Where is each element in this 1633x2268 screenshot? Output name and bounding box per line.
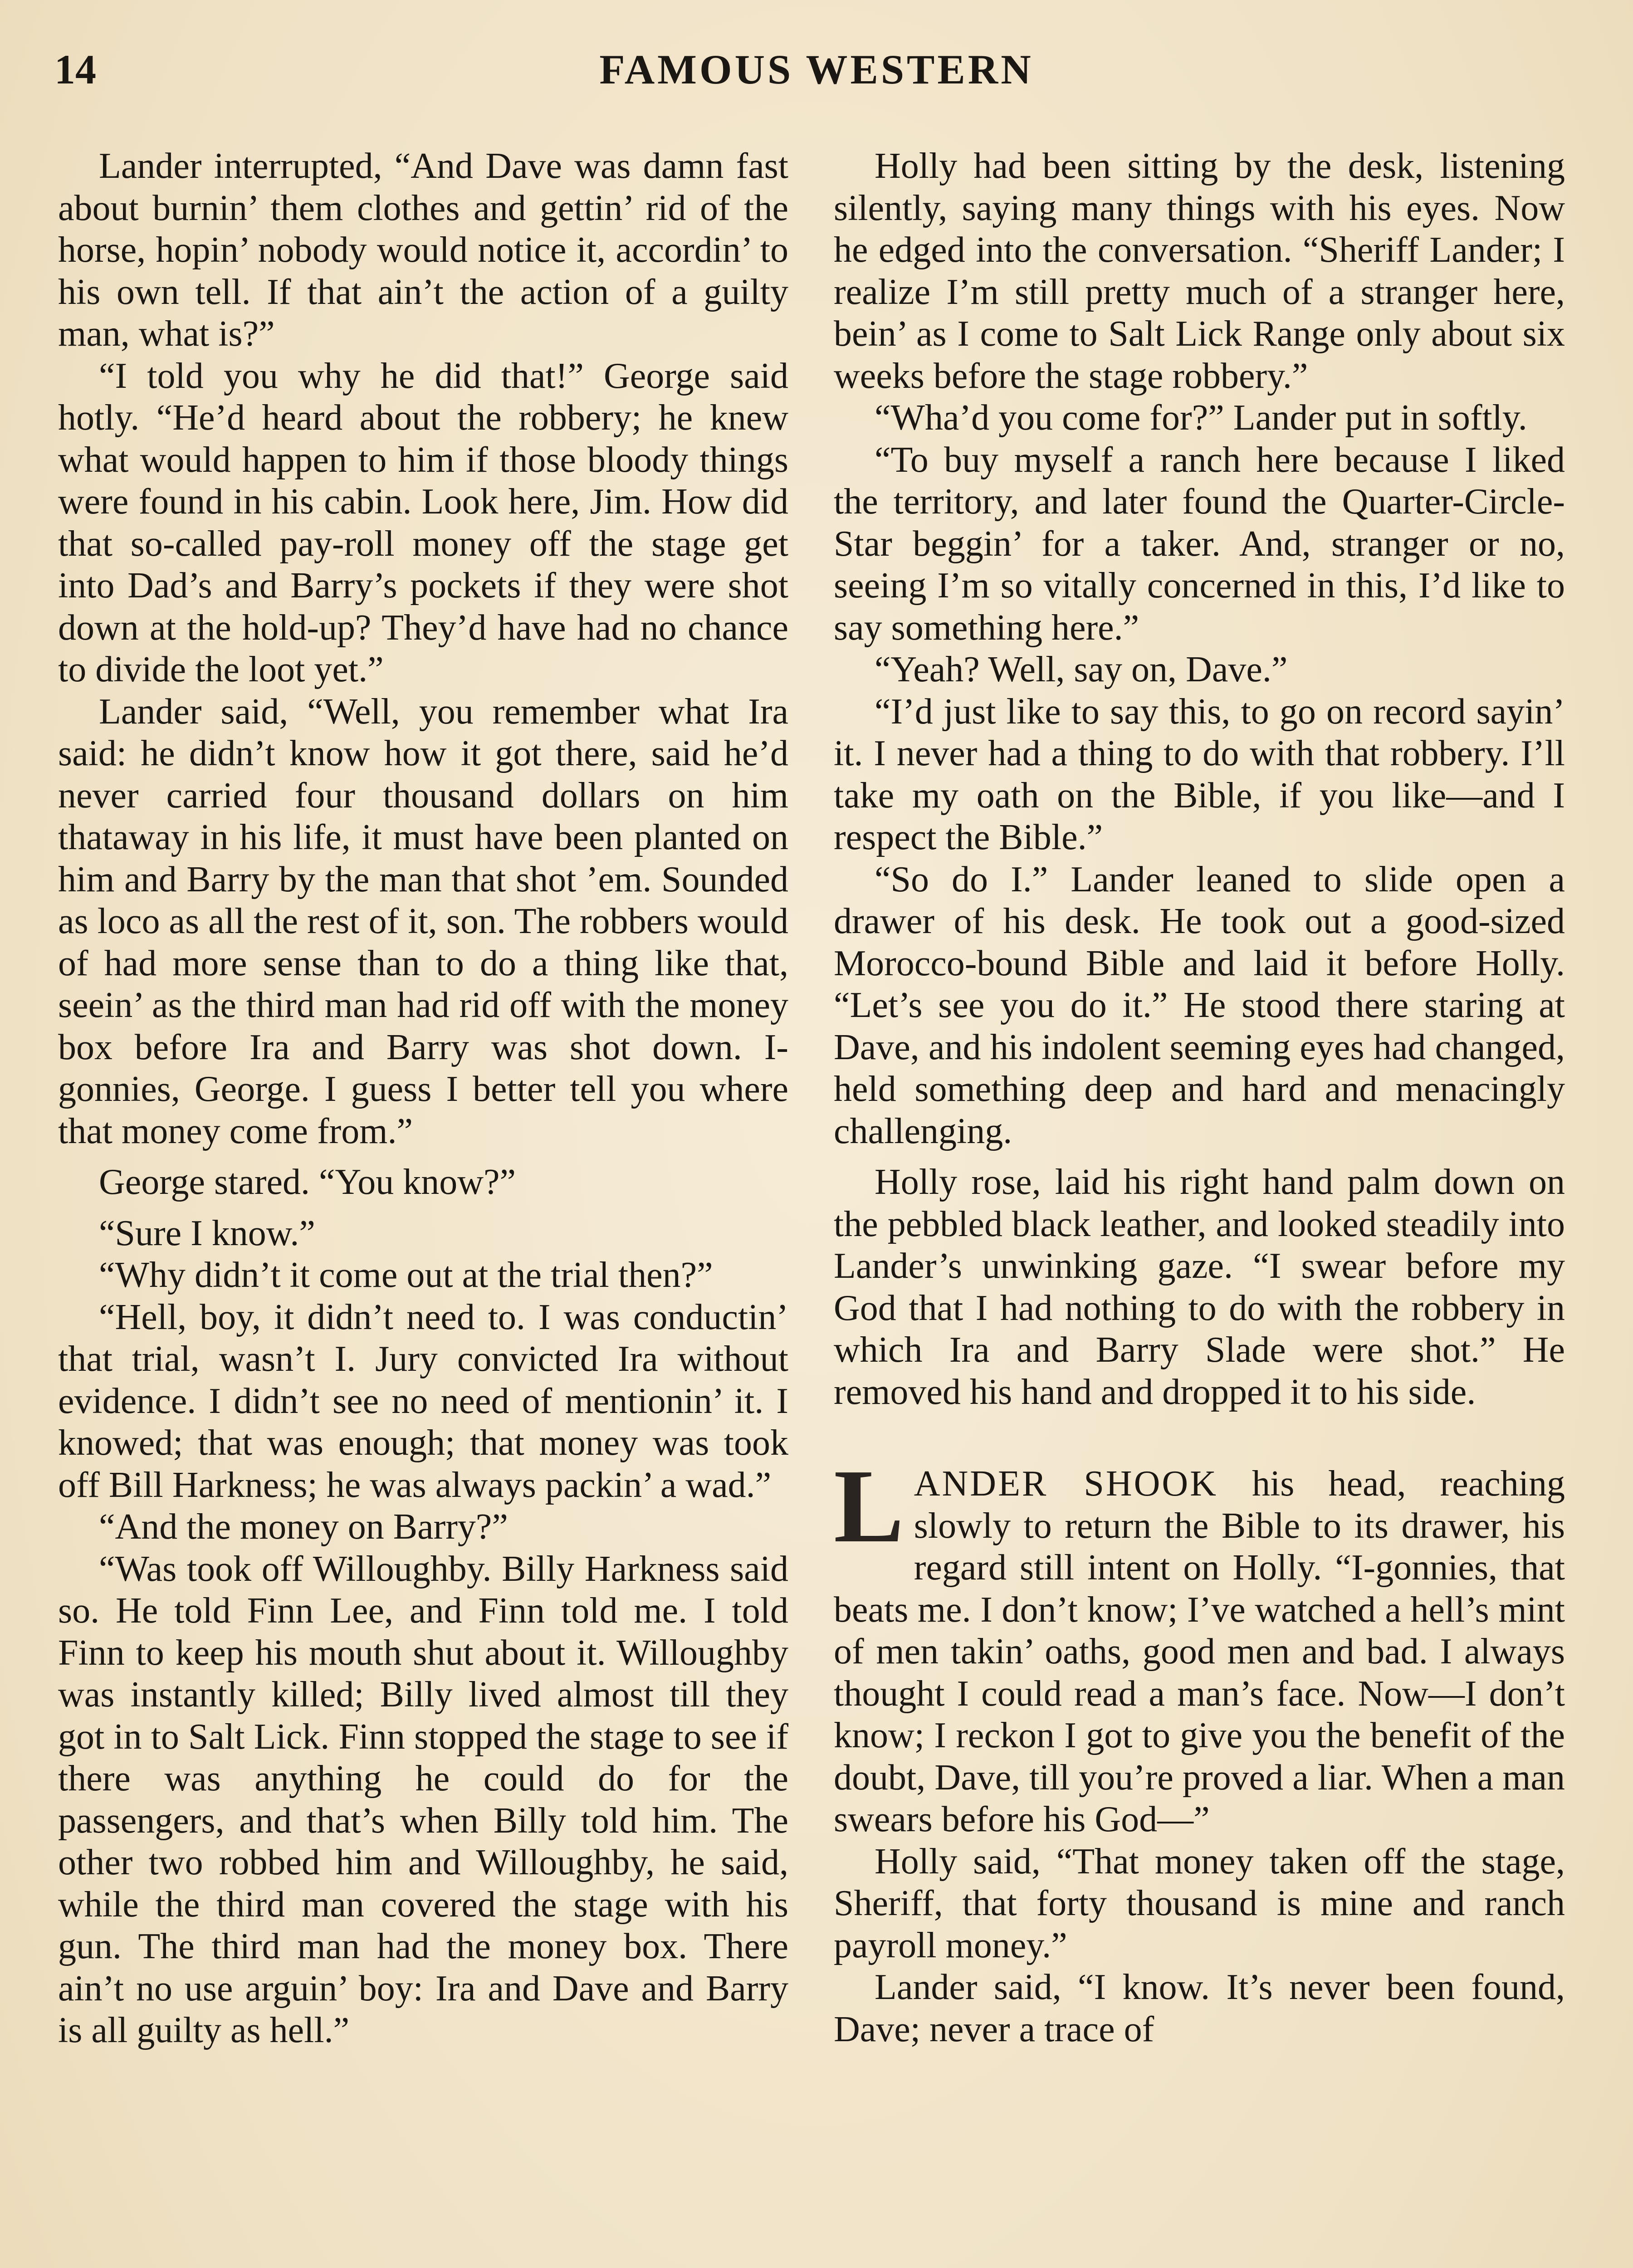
right-column [834,145,1565,2050]
paragraph: Lander interrupted, “And Dave was damn fast about burnin’ them clothes and gettin’ rid of the horse, hopin’ nobody would notice it, accordin’ to his own tell. If that ain’t the action of a guilty man, what is?” [58,146,788,354]
paragraph: “To buy myself a ranch here because I liked the territory, and later found the Quarter-Circle-Star beggin’ for a taker. And, stranger or no, seeing I’m so vitally concerned in this, I’d like to say something here.” [834,440,1565,648]
paragraph: Holly rose, laid his right hand palm down on the pebbled black leather, and looked steadily into Lander’s unwinking gaze. “I swear before my God that I had nothing to do with the robbery in which Ira and Barry Slade were shot.” He removed his hand and dropped it to his side. [834,1162,1565,1412]
running-title: FAMOUS WESTERN [599,46,1034,93]
paragraph: “Sure I know.” [99,1213,315,1253]
paragraph: “And the money on Barry?” [99,1507,508,1547]
paragraph: “So do I.” Lander leaned to slide open a drawer of his desk. He took out a good-sized Morocco-bound Bible and laid it before Holly. “Let’s see you do it.” He stood there staring at Dave, and his indolent seeming eyes had changed, held something deep and hard and menacingly challenging. [834,859,1565,1151]
left-column [58,145,788,2052]
paragraph: “Was took off Willoughby. Billy Harkness said so. He told Finn Lee, and Finn told me. I told Finn to keep his mouth shut about it. Willoughby was instantly killed; Billy lived almost till they got in to Salt Lick. Finn stopped the stage to see if there was anything he could do for the passengers, and that’s when Billy told him. The other two robbed him and Willoughby, he said, while the third man covered the stage with his gun. The third man had the money box. There ain’t no use arguin’ boy: Ira and Dave and Barry is all guilty as hell.” [58,1549,788,2050]
paragraph: “Yeah? Well, say on, Dave.” [875,650,1288,689]
paragraph: Lander said, “Well, you remember what Ira said: he didn’t know how it got there, said he’d never carried four thousand dollars on him thataway in his life, it must have been planted on him and Barry by the man that shot ’em. Sounded as loco as all the rest of it, son. The robbers would of had more sense than to do a thing like that, seein’ as the third man had rid off with the money box before Ira and Barry was shot down. I-gonnies, George. I guess I better tell you where that money come from.” [58,691,788,1151]
paragraph: “Why didn’t it come out at the trial then?” [99,1255,713,1295]
drop-cap: L [834,1448,904,1564]
paragraph: “I’d just like to say this, to go on record sayin’ it. I never had a thing to do with that robbery. I’ll take my oath on the Bible, if you like—and I respect the Bible.” [834,691,1565,857]
section-opening-paragraph [834,1448,1565,1841]
paragraph: “Hell, boy, it didn’t need to. I was conductin’ that trial, wasn’t I. Jury convicted Ira without evidence. I didn’t see no need of mentionin’ it. I knowed; that was enough; that money was took off Bill Harkness; he was always packin’ a wad.” [58,1297,788,1505]
paragraph: Holly said, “That money taken off the stage, Sheriff, that forty thousand is mine and ranch payroll money.” [834,1841,1565,1965]
section-paragraph-text: his head, reaching slowly to return the Bible to its drawer, his regard still intent on Holly. “I-gonnies, that beats me. I don’t know; I’ve watched a hell’s mint of men takin’ oaths, good men and bad. I always thought I could read a man’s face. Now—I don’t know; I reckon I got to give you the benefit of the doubt, Dave, till you’re proved a liar. When a man swears before his God—” [834,1464,1565,1839]
page-header [54,45,1579,100]
paragraph: “I told you why he did that!” George said hotly. “He’d heard about the robbery; he knew what would happen to him if those bloody things were found in his cabin. Look here, Jim. How did that so-called pay-roll money off the stage get into Dad’s and Barry’s pockets if they were shot down at the hold-up? They’d have had no chance to divide the loot yet.” [58,356,788,689]
page-number: 14 [54,46,96,93]
paragraph: Lander said, “I know. It’s never been found, Dave; never a trace of [834,1967,1565,2049]
paragraph: Holly had been sitting by the desk, listening silently, saying many things with his eyes. Now he edged into the conversation. “Sheriff Lander; I realize I’m still pretty much of a stranger here, bein’ as I come to Salt Lick Range only about six weeks before the stage robbery.” [834,146,1565,396]
section-lead-in: ANDER SHOOK [914,1464,1218,1504]
paragraph: George stared. “You know?” [99,1162,516,1202]
paragraph: “Wha’d you come for?” Lander put in softly. [875,398,1527,438]
